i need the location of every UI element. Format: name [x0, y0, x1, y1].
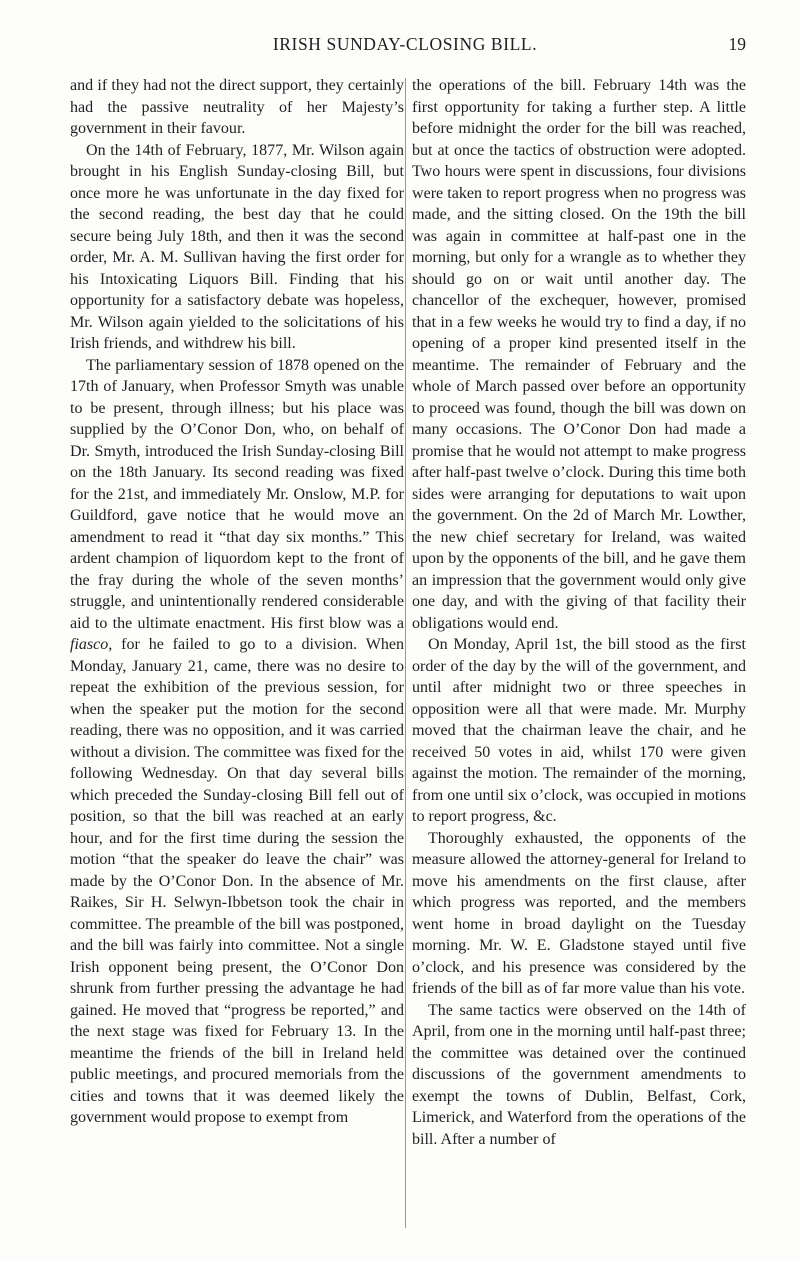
paragraph: The same tactics were observed on the 14th of April, from one in the morning until half-past three; the committee was detained over the continued discussions of the government amendments to exempt the towns of Dublin, Belfast, Cork, Limerick, and Waterford from the operations of the bill. After a number of: [412, 1001, 746, 1148]
paragraph: and if they had not the direct support, they certainly had the passive neutrality of her Majesty’s government in their favour.: [70, 77, 404, 137]
column-divider: [405, 78, 406, 1228]
italic-word: fiasco: [70, 636, 109, 653]
paragraph: On Monday, April 1st, the bill stood as the first order of the day by the will of the government, and until after midnight two or three speeches in opposition were all that were made. Mr. Murphy moved that the chairman leave the chair, and he received 50 votes in aid, whilst 170 were given against the motion. The remainder of the morning, from one until six o’clock, was occupied in motions to report progress, &c.: [412, 636, 746, 825]
page-number: 19: [728, 34, 746, 54]
paragraph: On the 14th of February, 1877, Mr. Wilson again brought in his English Sunday-closing Bill, but once more he was unfortunate in the day fixed for the second reading, the best day that he could secure being July 18th, and then it was the second order, Mr. A. M. Sullivan having the first order for his Intoxicating Liquors Bill. Finding that his opportunity for a satisfactory debate was hopeless, Mr. Wilson again yielded to the solicitations of his Irish friends, and withdrew his bill.: [70, 141, 404, 352]
page-header: [64, 34, 746, 64]
right-column: [412, 75, 746, 1150]
paragraph: Thoroughly exhausted, the opponents of the measure allowed the attorney-general for Ireland to move his amendments on the first clause, after which progress was reported, and the members went home in broad daylight on the Tuesday morning. Mr. W. E. Gladstone stayed until five o’clock, and his presence was considered by the friends of the bill as of far more value than his vote.: [412, 829, 746, 997]
left-column: [70, 75, 404, 1129]
paragraph: the operations of the bill. February 14th was the first opportunity for taking a further step. A little before midnight the order for the bill was reached, but at once the tactics of obstruction were adopted. Two hours were spent in discussions, four divisions were taken to report progress when no progress was made, and the sitting closed. On the 19th the bill was again in committee at half-past one in the morning, but only for a wrangle as to whether they should go on or wait until another day. The chancellor of the exchequer, however, promised that in a few weeks he would try to find a day, if no opening of a proper kind presented itself in the meantime. The remainder of February and the whole of March passed over before an opportunity to proceed was found, though the bill was down on many occasions. The O’Conor Don had made a promise that he would not attempt to make progress after half-past twelve o’clock. During this time both sides were arranging for deputations to wait upon the government. On the 2d of March Mr. Lowther, the new chief secretary for Ireland, was waited upon by the opponents of the bill, and he gave them an impression that the government would only give one day, and with the giving of that facility their obligations would end.: [412, 77, 746, 632]
running-title: IRISH SUNDAY-CLOSING BILL.: [272, 34, 538, 54]
paragraph: The parliamentary session of 1878 opened on the 17th of January, when Professor Smyth was unable to be present, through illness; but his place was supplied by the O’Conor Don, who, on behalf of Dr. Smyth, introduced the Irish Sunday-closing Bill on the 18th January. Its second reading was fixed for the 21st, and immediately Mr. Onslow, M.P. for Guildford, gave notice that he would move an amendment to read it “that day six months.” This ardent champion of liquordom kept to the front of the fray during the whole of the seven months’ struggle, and unintentionally rendered considerable aid to the ultimate enactment. His first blow was a fiasco, for he failed to go to a division. When Monday, January 21, came, there was no desire to repeat the exhibition of the previous session, for when the speaker put the motion for the second reading, there was no opposition, and it was carried without a division. The committee was fixed for the following Wednesday. On that day several bills which preceded the Sunday-closing Bill fell out of position, so that the bill was reached at an early hour, and for the first time during the session the motion “that the speaker do leave the chair” was made by the O’Conor Don. In the absence of Mr. Raikes, Sir H. Selwyn-Ibbetson took the chair in committee. The preamble of the bill was postponed, and the bill was fairly into committee. Not a single Irish opponent being present, the O’Conor Don shrunk from further pressing the advantage he had gained. He moved that “progress be reported,” and the next stage was fixed for February 13. In the meantime the friends of the bill in Ireland held public meetings, and procured memorials from the cities and towns that it was deemed likely the government would propose to exempt from: [70, 356, 404, 1126]
